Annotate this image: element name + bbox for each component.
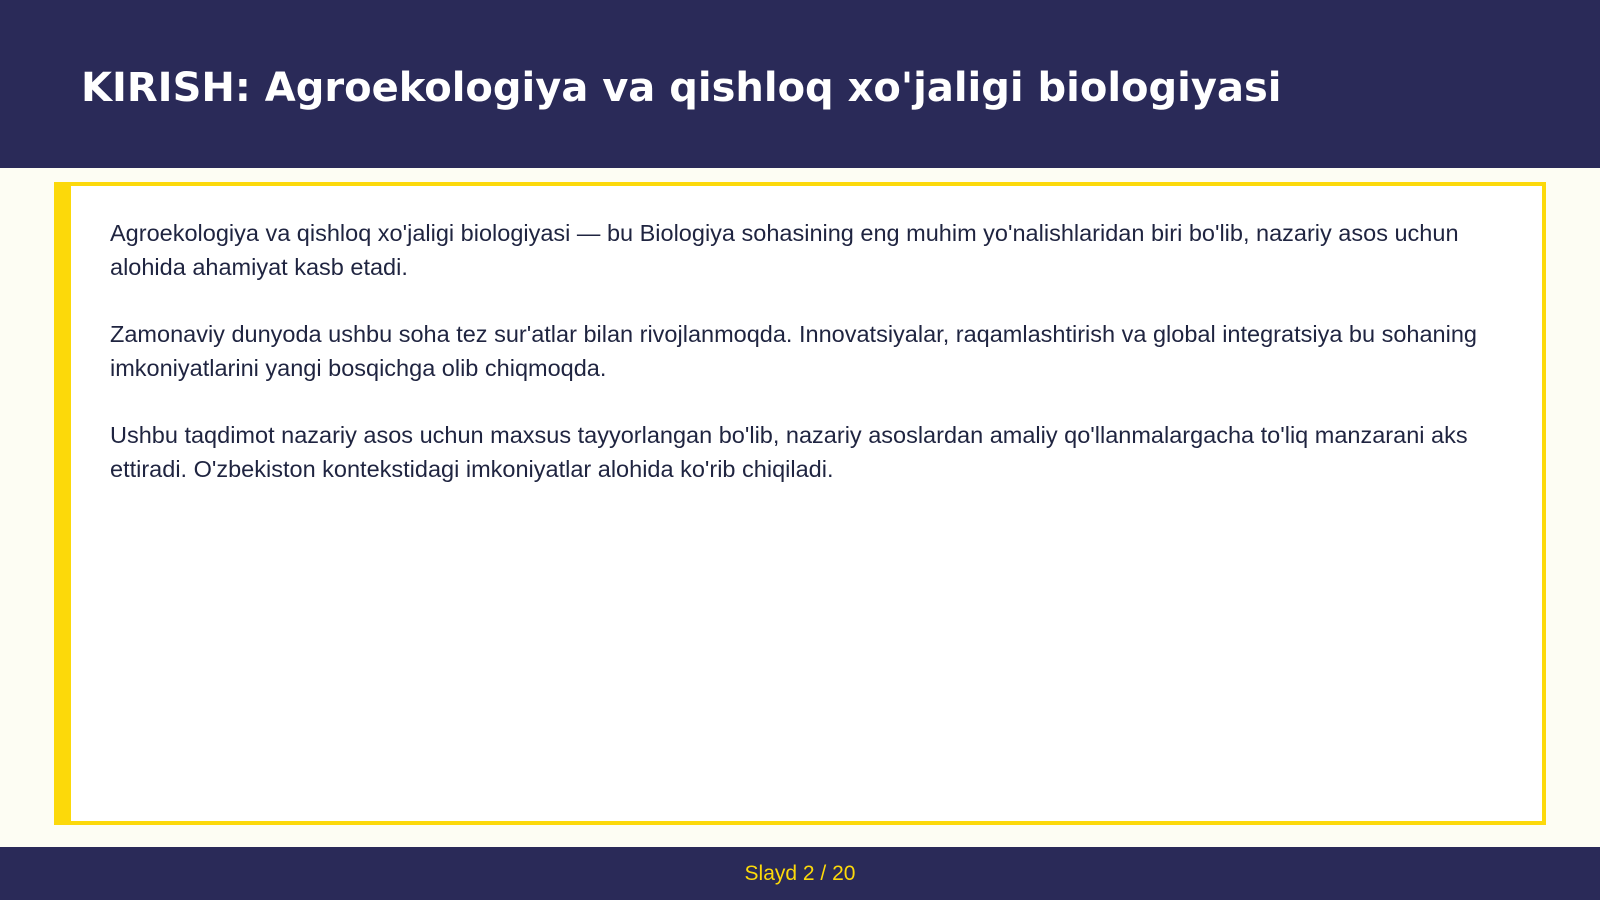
content-text — [110, 216, 1490, 519]
development-paragraph: Zamonaviy dunyoda ushbu soha tez sur'atlar bilan rivojlanmoqda. Innovatsiyalar, raqamlashtirish va global integratsiya bu sohaning imkoniyatlarini yangi bosqichga olib chiqmoqda. — [110, 321, 1477, 381]
slide-header — [0, 0, 1600, 168]
slide-number: Slayd 2 / 20 — [744, 862, 856, 885]
slide-title: KIRISH: Agroekologiya va qishloq xo'jaligi biologiyasi — [81, 65, 1282, 111]
intro-paragraph: Agroekologiya va qishloq xo'jaligi biologiyasi — bu Biologiya sohasining eng muhim yo'nalishlaridan biri bo'lib, nazariy asos uchun alohida ahamiyat kasb etadi. — [110, 220, 1459, 280]
presentation-purpose-paragraph: Ushbu taqdimot nazariy asos uchun maxsus tayyorlangan bo'lib, nazariy asoslardan amaliy qo'llanmalargacha to'liq manzarani aks ettiradi. O'zbekiston kontekstidagi imkoniyatlar alohida ko'rib chiqiladi. — [110, 422, 1468, 482]
content-card — [54, 182, 1546, 825]
slide-footer — [0, 847, 1600, 900]
